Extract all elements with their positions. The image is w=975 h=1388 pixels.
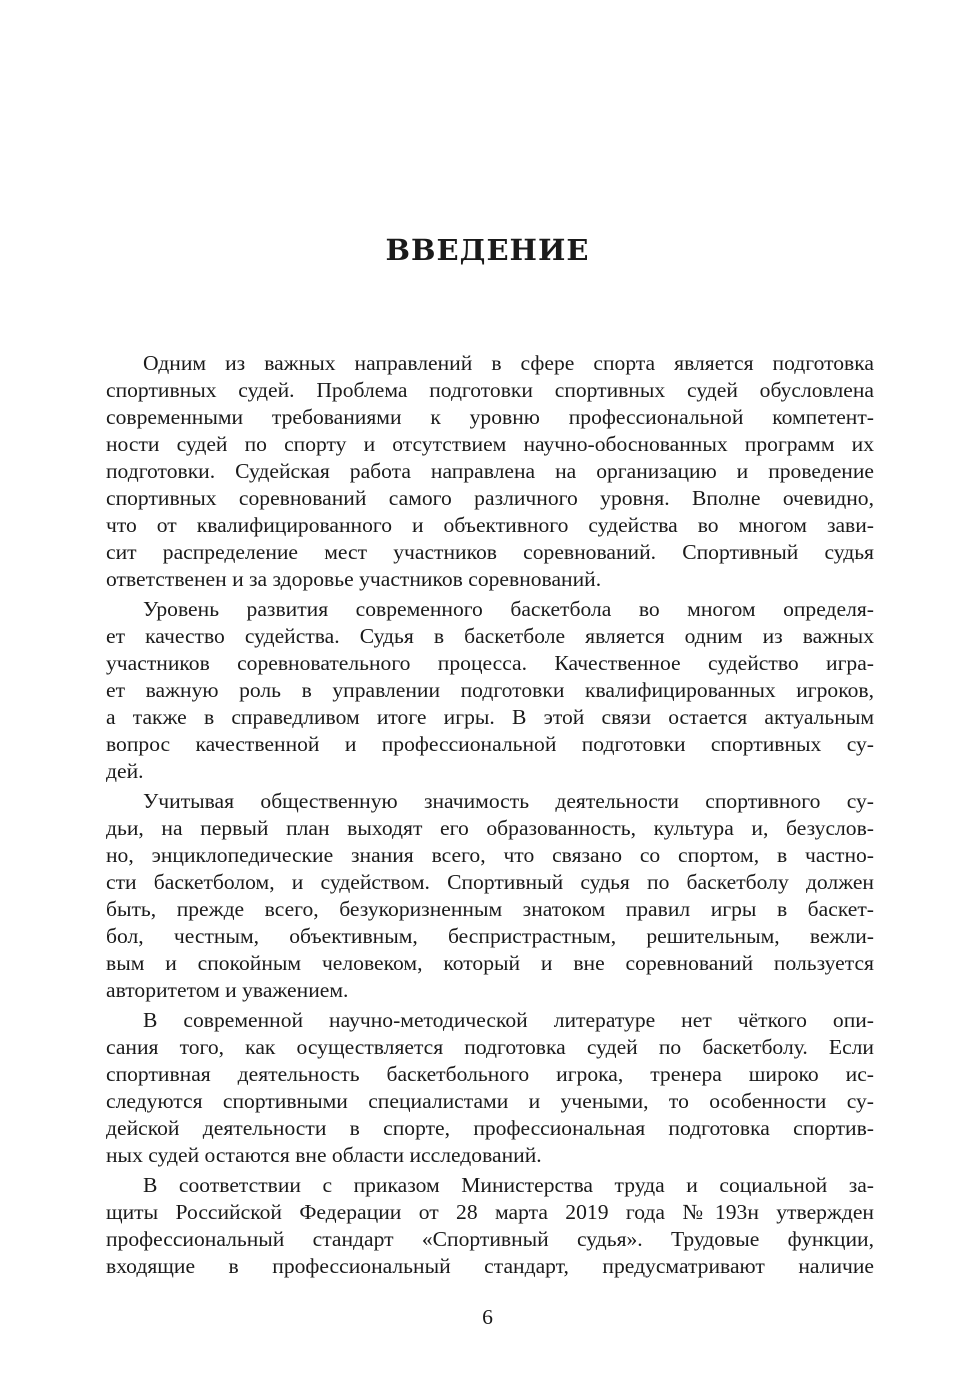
body-text xyxy=(106,350,874,1283)
text-line: следуются спортивными специалистами и учеными, то особенности су- xyxy=(106,1089,874,1113)
text-line: ности судей по спорту и отсутствием научно-обоснованных программ их xyxy=(106,432,874,456)
text-line: ет качество судейства. Судья в баскетболе является одним из важных xyxy=(106,624,874,648)
text-line: дейской деятельности в спорте, профессиональная подготовка спортив- xyxy=(106,1116,874,1140)
text-line: ответственен и за здоровье участников соревнований. xyxy=(106,567,602,591)
text-line: сит распределение мест участников соревнований. Спортивный судья xyxy=(106,540,874,564)
paragraph xyxy=(106,596,874,785)
text-line: спортивная деятельность баскетбольного игрока, тренера широко ис- xyxy=(106,1062,874,1086)
text-line: что от квалифицированного и объективного судейства во многом зави- xyxy=(106,513,874,537)
text-line: дей. xyxy=(106,759,144,783)
text-line: Учитывая общественную значимость деятельности спортивного су- xyxy=(143,789,874,813)
text-line: вопрос качественной и профессиональной подготовки спортивных су- xyxy=(106,732,874,756)
text-line: бол, честным, объективным, беспристрастным, решительным, вежли- xyxy=(106,924,874,948)
paragraph xyxy=(106,1172,874,1280)
text-line: быть, прежде всего, безукоризненным знатоком правил игры в баскет- xyxy=(106,897,874,921)
text-line: ных судей остаются вне области исследований. xyxy=(106,1143,542,1167)
text-line: ет важную роль в управлении подготовки квалифицированных игроков, xyxy=(106,678,874,702)
text-line: современными требованиями к уровню профессиональной компетент- xyxy=(106,405,874,429)
paragraph xyxy=(106,788,874,1004)
text-line: подготовки. Судейская работа направлена на организацию и проведение xyxy=(106,459,874,483)
text-line: Одним из важных направлений в сфере спорта является подготовка xyxy=(143,351,874,375)
text-line: сти баскетболом, и судейством. Спортивный судья по баскетболу должен xyxy=(106,870,874,894)
page-number: 6 xyxy=(482,1305,493,1329)
text-line: В современной научно-методической литературе нет чёткого опи- xyxy=(143,1008,874,1032)
text-line: входящие в профессиональный стандарт, предусматривают наличие xyxy=(106,1254,874,1278)
text-line: сания того, как осуществляется подготовка судей по баскетболу. Если xyxy=(106,1035,874,1059)
text-line: а также в справедливом итоге игры. В этой связи остается актуальным xyxy=(106,705,874,729)
paragraph xyxy=(106,350,874,593)
text-line: но, энциклопедические знания всего, что связано со спортом, в частно- xyxy=(106,843,874,867)
text-line: Уровень развития современного баскетбола во многом определя- xyxy=(143,597,874,621)
chapter-title: ВВЕДЕНИЕ xyxy=(385,233,590,267)
text-line: профессиональный стандарт «Спортивный судья». Трудовые функции, xyxy=(106,1227,874,1251)
text-line: вым и спокойным человеком, который и вне соревнований пользуется xyxy=(106,951,874,975)
text-line: щиты Российской Федерации от 28 марта 2019 года №193н утвержден xyxy=(106,1200,874,1224)
text-line: дьи, на первый план выходят его образованность, культура и, безуслов- xyxy=(106,816,874,840)
text-line: В соответствии с приказом Министерства труда и социальной за- xyxy=(143,1173,874,1197)
paragraph xyxy=(106,1007,874,1169)
text-line: спортивных соревнований самого различного уровня. Вполне очевидно, xyxy=(106,486,874,510)
text-line: спортивных судей. Проблема подготовки спортивных судей обусловлена xyxy=(106,378,874,402)
text-line: авторитетом и уважением. xyxy=(106,978,349,1002)
text-line: участников соревновательного процесса. Качественное судейство игра- xyxy=(106,651,874,675)
